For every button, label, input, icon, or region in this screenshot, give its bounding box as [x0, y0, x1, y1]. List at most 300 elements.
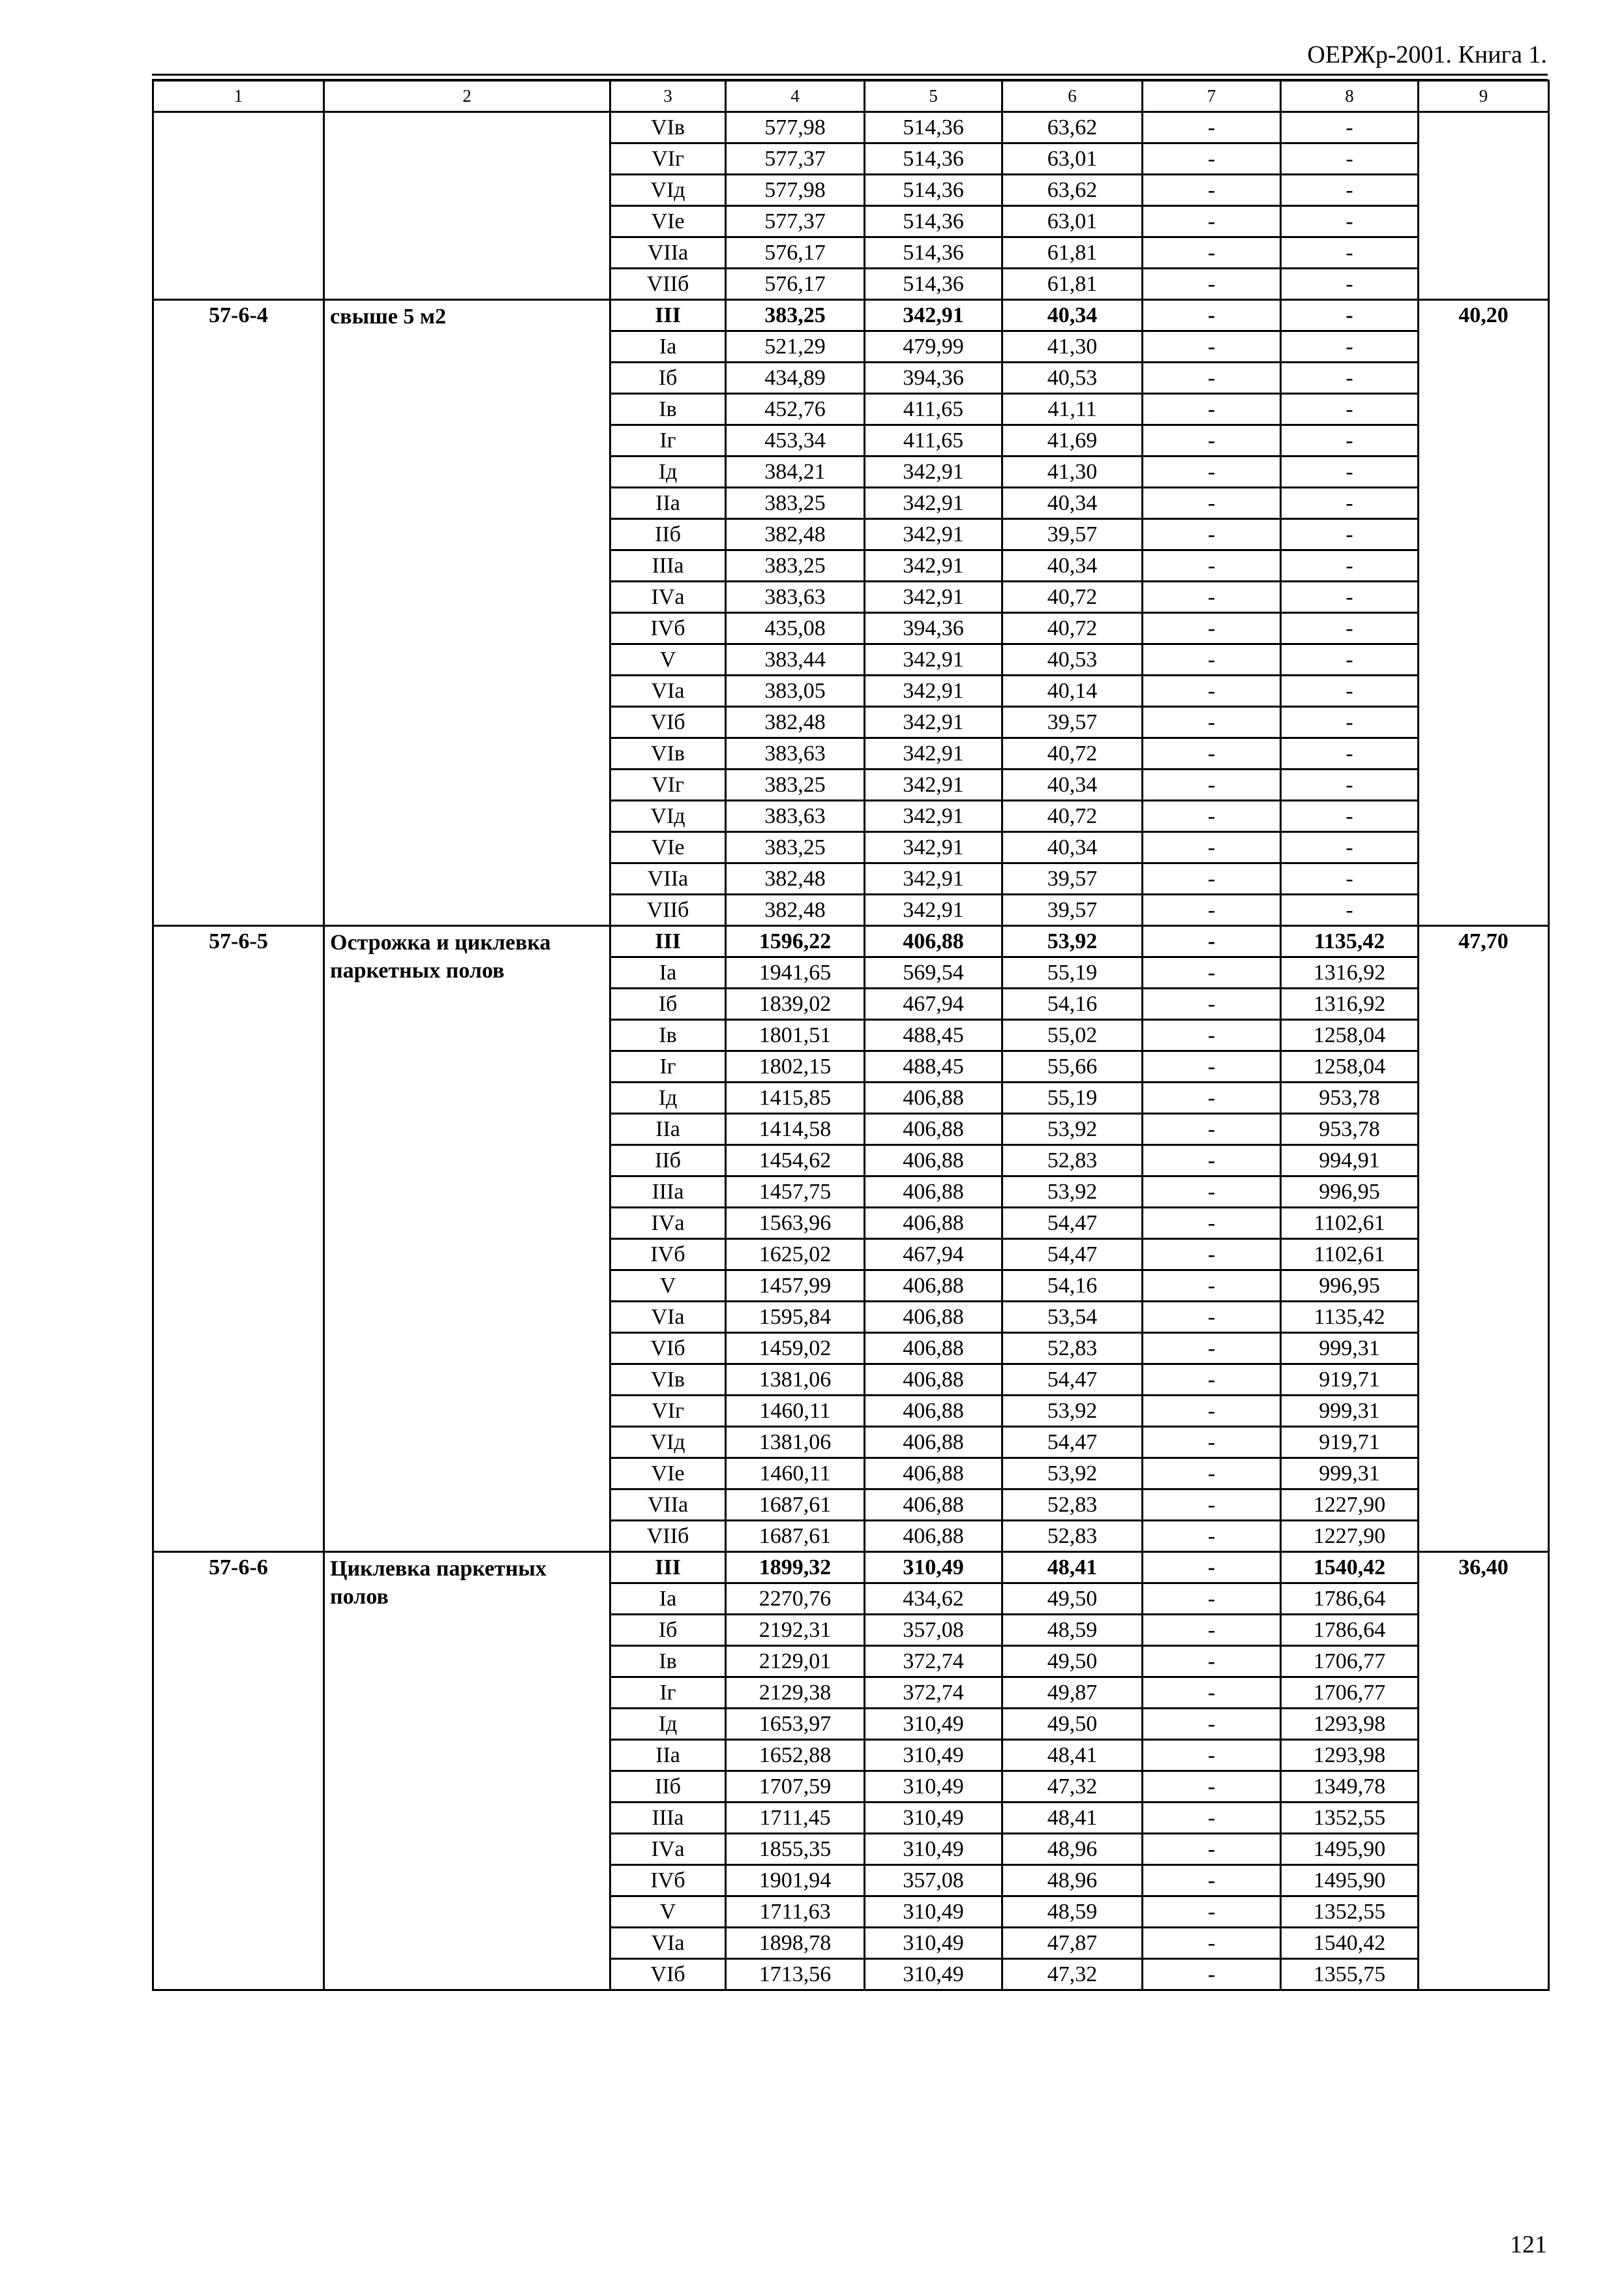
table-cell: IIа	[610, 1114, 726, 1145]
table-cell: -	[1281, 394, 1419, 425]
table-cell: 406,88	[865, 1489, 1002, 1521]
table-cell: 1802,15	[726, 1051, 865, 1083]
table-cell: 41,69	[1002, 425, 1143, 456]
table-cell: IIIа	[610, 1803, 726, 1834]
table-cell: 383,05	[726, 676, 865, 707]
table-cell: 342,91	[865, 738, 1002, 770]
table-cell: -	[1143, 613, 1281, 644]
table-cell: 406,88	[865, 926, 1002, 957]
table-cell: 40,72	[1002, 738, 1143, 770]
column-number: 7	[1143, 81, 1281, 112]
table-cell: 1381,06	[726, 1427, 865, 1458]
table-cell: -	[1281, 832, 1419, 863]
table-cell: 514,36	[865, 269, 1002, 300]
table-cell: -	[1281, 613, 1419, 644]
table-cell: -	[1143, 989, 1281, 1020]
table-cell: 310,49	[865, 1771, 1002, 1803]
table-cell: 40,72	[1002, 801, 1143, 832]
table-cell: 569,54	[865, 957, 1002, 989]
table-cell: 40,14	[1002, 676, 1143, 707]
table-cell: 2129,38	[726, 1677, 865, 1709]
table-cell: Iа	[610, 331, 726, 363]
table-cell: 39,57	[1002, 519, 1143, 550]
table-cell: 53,92	[1002, 1458, 1143, 1489]
table-cell: 479,99	[865, 331, 1002, 363]
table-cell: 1102,61	[1281, 1208, 1419, 1239]
table-cell: Iд	[610, 1083, 726, 1114]
table-cell: 1711,45	[726, 1803, 865, 1834]
table-cell: -	[1143, 300, 1281, 331]
table-cell: 1625,02	[726, 1239, 865, 1270]
table-cell: 48,41	[1002, 1740, 1143, 1771]
table-cell: -	[1143, 1270, 1281, 1302]
table-cell: 467,94	[865, 1239, 1002, 1270]
table-cell: -	[1143, 1646, 1281, 1677]
table-cell: 53,92	[1002, 1114, 1143, 1145]
table-cell: 342,91	[865, 801, 1002, 832]
table-cell: -	[1143, 1176, 1281, 1208]
work-name: свыше 5 м2	[324, 300, 610, 926]
work-name: Циклевка паркетных полов	[324, 1552, 610, 1990]
table-cell: 49,50	[1002, 1583, 1143, 1615]
table-cell: 994,91	[1281, 1145, 1419, 1176]
table-cell: 406,88	[865, 1333, 1002, 1364]
table-cell: 47,32	[1002, 1771, 1143, 1803]
rate-code: 57-6-5	[153, 926, 324, 1552]
table-cell: 342,91	[865, 550, 1002, 582]
table-cell: -	[1143, 1865, 1281, 1896]
table-cell: -	[1143, 895, 1281, 926]
rate-code: 57-6-6	[153, 1552, 324, 1990]
table-cell: 40,53	[1002, 363, 1143, 394]
table-cell: -	[1281, 707, 1419, 738]
table-cell: 1414,58	[726, 1114, 865, 1145]
table-cell: 310,49	[865, 1803, 1002, 1834]
table-cell: 406,88	[865, 1145, 1002, 1176]
table-cell: IIа	[610, 1740, 726, 1771]
table-cell: IIIа	[610, 1176, 726, 1208]
table-cell: 411,65	[865, 425, 1002, 456]
table-cell: IIIа	[610, 550, 726, 582]
table-cell: 406,88	[865, 1427, 1002, 1458]
table-cell: 1227,90	[1281, 1489, 1419, 1521]
table-cell: IIб	[610, 1771, 726, 1803]
table-cell: -	[1143, 206, 1281, 237]
table-cell: 394,36	[865, 613, 1002, 644]
table-cell: 1540,42	[1281, 1928, 1419, 1959]
table-cell: VIIб	[610, 269, 726, 300]
table-cell: 406,88	[865, 1458, 1002, 1489]
table-cell: 40,34	[1002, 488, 1143, 519]
table-cell: 310,49	[865, 1928, 1002, 1959]
table-cell: 40,72	[1002, 613, 1143, 644]
table-cell: 54,47	[1002, 1427, 1143, 1458]
table-cell: 1135,42	[1281, 1302, 1419, 1333]
table-cell: 999,31	[1281, 1333, 1419, 1364]
table-cell: 383,25	[726, 488, 865, 519]
table-cell: 40,53	[1002, 644, 1143, 676]
table-cell: -	[1143, 926, 1281, 957]
table-cell: -	[1143, 1928, 1281, 1959]
table-cell: 406,88	[865, 1364, 1002, 1396]
table-cell: 514,36	[865, 143, 1002, 175]
table-body	[153, 81, 1549, 1990]
table-cell: -	[1143, 801, 1281, 832]
table-cell: -	[1281, 550, 1419, 582]
column-number: 1	[153, 81, 324, 112]
table-row	[153, 1552, 1549, 1583]
table-cell: -	[1281, 143, 1419, 175]
table-cell: 55,19	[1002, 957, 1143, 989]
table-cell: -	[1143, 1583, 1281, 1615]
table-cell: IIб	[610, 1145, 726, 1176]
table-cell: -	[1143, 394, 1281, 425]
table-cell: VIг	[610, 143, 726, 175]
table-cell: 40,34	[1002, 300, 1143, 331]
table-cell: VIб	[610, 1959, 726, 1990]
column-number: 3	[610, 81, 726, 112]
table-cell: -	[1143, 1333, 1281, 1364]
table-cell: -	[1281, 895, 1419, 926]
table-cell: -	[1143, 1521, 1281, 1552]
column-number: 2	[324, 81, 610, 112]
table-cell: 342,91	[865, 676, 1002, 707]
table-cell: -	[1143, 644, 1281, 676]
table-cell: -	[1281, 770, 1419, 801]
table-cell: 1596,22	[726, 926, 865, 957]
table-cell: IIа	[610, 488, 726, 519]
table-cell: -	[1281, 300, 1419, 331]
table-cell: 1316,92	[1281, 957, 1419, 989]
table-cell: -	[1143, 331, 1281, 363]
table-cell: 40,72	[1002, 582, 1143, 613]
table-cell: 467,94	[865, 989, 1002, 1020]
table-cell: 54,47	[1002, 1208, 1143, 1239]
labor-cost: 40,20	[1419, 300, 1549, 926]
table-cell: -	[1143, 1959, 1281, 1990]
table-cell: 1563,96	[726, 1208, 865, 1239]
table-cell: 48,96	[1002, 1865, 1143, 1896]
table-cell: 55,19	[1002, 1083, 1143, 1114]
table-cell: VIг	[610, 1396, 726, 1427]
table-cell: -	[1281, 738, 1419, 770]
table-cell: 1786,64	[1281, 1615, 1419, 1646]
table-cell: -	[1281, 488, 1419, 519]
table-cell: -	[1143, 1020, 1281, 1051]
table-cell: 342,91	[865, 582, 1002, 613]
table-cell: 372,74	[865, 1646, 1002, 1677]
table-cell: 2129,01	[726, 1646, 865, 1677]
table-cell: 310,49	[865, 1896, 1002, 1928]
table-cell: 435,08	[726, 613, 865, 644]
table-cell: 342,91	[865, 300, 1002, 331]
table-cell: 53,92	[1002, 1176, 1143, 1208]
table-cell: 53,92	[1002, 1396, 1143, 1427]
table-cell: 55,02	[1002, 1020, 1143, 1051]
table-cell: 41,30	[1002, 331, 1143, 363]
column-number-row	[153, 81, 1549, 112]
table-cell: Iв	[610, 1020, 726, 1051]
table-cell: 996,95	[1281, 1270, 1419, 1302]
table-cell: -	[1143, 1396, 1281, 1427]
table-cell: -	[1143, 175, 1281, 206]
table-cell: -	[1143, 1208, 1281, 1239]
table-cell: 63,62	[1002, 112, 1143, 143]
table-cell: Iв	[610, 1646, 726, 1677]
table-cell: 383,25	[726, 832, 865, 863]
table-cell: 452,76	[726, 394, 865, 425]
table-cell: 411,65	[865, 394, 1002, 425]
table-cell: 357,08	[865, 1615, 1002, 1646]
table-cell: 310,49	[865, 1959, 1002, 1990]
table-cell: -	[1281, 112, 1419, 143]
table-cell: 1102,61	[1281, 1239, 1419, 1270]
table-cell: 52,83	[1002, 1333, 1143, 1364]
table-cell: VIIа	[610, 1489, 726, 1521]
table-cell: Iб	[610, 989, 726, 1020]
table-cell: 919,71	[1281, 1364, 1419, 1396]
table-cell: -	[1143, 1771, 1281, 1803]
table-cell: III	[610, 926, 726, 957]
table-cell: -	[1143, 488, 1281, 519]
table-cell: -	[1143, 1239, 1281, 1270]
table-cell: VIIб	[610, 1521, 726, 1552]
table-cell: IVа	[610, 582, 726, 613]
table-cell: -	[1143, 738, 1281, 770]
table-cell: 54,47	[1002, 1239, 1143, 1270]
table-cell: Iг	[610, 1051, 726, 1083]
table-cell: 2270,76	[726, 1583, 865, 1615]
table-cell: 577,98	[726, 112, 865, 143]
table-cell: -	[1143, 1709, 1281, 1740]
table-cell: -	[1143, 143, 1281, 175]
table-cell: 48,41	[1002, 1803, 1143, 1834]
table-cell: 310,49	[865, 1709, 1002, 1740]
table-cell: 577,98	[726, 175, 865, 206]
table-cell: -	[1143, 237, 1281, 269]
row-coef-cell	[1419, 112, 1549, 300]
table-cell: 1457,75	[726, 1176, 865, 1208]
table-cell: 1316,92	[1281, 989, 1419, 1020]
table-cell: 382,48	[726, 519, 865, 550]
table-cell: VIIб	[610, 895, 726, 926]
table-cell: 1713,56	[726, 1959, 865, 1990]
table-cell: -	[1143, 425, 1281, 456]
table-cell: -	[1143, 1302, 1281, 1333]
table-cell: 577,37	[726, 206, 865, 237]
table-cell: -	[1281, 519, 1419, 550]
table-cell: -	[1143, 269, 1281, 300]
table-cell: 61,81	[1002, 269, 1143, 300]
table-cell: -	[1281, 456, 1419, 488]
table-cell: 342,91	[865, 832, 1002, 863]
table-cell: 576,17	[726, 269, 865, 300]
table-cell: 1687,61	[726, 1521, 865, 1552]
table-cell: 406,88	[865, 1208, 1002, 1239]
table-cell: -	[1281, 237, 1419, 269]
table-cell: 1706,77	[1281, 1646, 1419, 1677]
table-cell: IVа	[610, 1208, 726, 1239]
table-cell: 342,91	[865, 770, 1002, 801]
rates-table	[152, 80, 1550, 1991]
table-cell: 1652,88	[726, 1740, 865, 1771]
table-cell: 63,01	[1002, 143, 1143, 175]
table-cell: 342,91	[865, 707, 1002, 738]
table-cell: -	[1143, 1051, 1281, 1083]
table-cell: 394,36	[865, 363, 1002, 394]
table-cell: 383,25	[726, 300, 865, 331]
table-cell: -	[1281, 676, 1419, 707]
table-cell: 384,21	[726, 456, 865, 488]
table-cell: 514,36	[865, 112, 1002, 143]
table-cell: 40,34	[1002, 550, 1143, 582]
row-code-cell	[153, 112, 324, 300]
table-cell: 52,83	[1002, 1521, 1143, 1552]
table-cell: 342,91	[865, 863, 1002, 895]
table-cell: IVб	[610, 1239, 726, 1270]
table-cell: 1687,61	[726, 1489, 865, 1521]
table-cell: -	[1281, 175, 1419, 206]
table-cell: III	[610, 300, 726, 331]
table-cell: -	[1143, 1458, 1281, 1489]
table-cell: Iб	[610, 363, 726, 394]
table-cell: -	[1143, 1114, 1281, 1145]
table-cell: -	[1143, 832, 1281, 863]
table-cell: 53,92	[1002, 926, 1143, 957]
table-cell: -	[1143, 112, 1281, 143]
table-cell: 1786,64	[1281, 1583, 1419, 1615]
table-cell: 39,57	[1002, 895, 1143, 926]
table-cell: VIб	[610, 707, 726, 738]
table-cell: 1540,42	[1281, 1552, 1419, 1583]
table-row	[153, 300, 1549, 331]
table-cell: -	[1143, 863, 1281, 895]
table-cell: 382,48	[726, 863, 865, 895]
table-cell: 1355,75	[1281, 1959, 1419, 1990]
table-cell: -	[1143, 550, 1281, 582]
table-cell: 1258,04	[1281, 1051, 1419, 1083]
table-cell: 2192,31	[726, 1615, 865, 1646]
table-cell: 39,57	[1002, 707, 1143, 738]
table-cell: 577,37	[726, 143, 865, 175]
column-number: 4	[726, 81, 865, 112]
table-cell: IVб	[610, 1865, 726, 1896]
table-row	[153, 112, 1549, 143]
table-cell: 1706,77	[1281, 1677, 1419, 1709]
table-cell: 406,88	[865, 1521, 1002, 1552]
table-cell: 1454,62	[726, 1145, 865, 1176]
table-cell: -	[1281, 425, 1419, 456]
table-cell: 1839,02	[726, 989, 865, 1020]
table-cell: 406,88	[865, 1176, 1002, 1208]
table-cell: VIд	[610, 175, 726, 206]
table-cell: 342,91	[865, 519, 1002, 550]
table-cell: Iв	[610, 394, 726, 425]
table-cell: VIа	[610, 1928, 726, 1959]
row-name-cell	[324, 112, 610, 300]
table-cell: 1459,02	[726, 1333, 865, 1364]
labor-cost: 47,70	[1419, 926, 1549, 1552]
table-cell: 54,16	[1002, 989, 1143, 1020]
table-cell: VIе	[610, 1458, 726, 1489]
table-cell: 434,62	[865, 1583, 1002, 1615]
table-cell: -	[1281, 801, 1419, 832]
table-cell: -	[1143, 1677, 1281, 1709]
table-cell: -	[1143, 676, 1281, 707]
table-cell: 52,83	[1002, 1489, 1143, 1521]
table-cell: 919,71	[1281, 1427, 1419, 1458]
table-cell: -	[1143, 957, 1281, 989]
table-cell: 383,63	[726, 738, 865, 770]
table-cell: 453,34	[726, 425, 865, 456]
table-cell: 999,31	[1281, 1458, 1419, 1489]
table-cell: -	[1281, 206, 1419, 237]
table-cell: -	[1143, 1489, 1281, 1521]
table-cell: VIг	[610, 770, 726, 801]
work-name: Острожка и циклевка паркетных полов	[324, 926, 610, 1552]
table-cell: 383,25	[726, 770, 865, 801]
table-cell: 953,78	[1281, 1083, 1419, 1114]
table-cell: -	[1143, 1552, 1281, 1583]
table-cell: 1293,98	[1281, 1709, 1419, 1740]
table-cell: 1495,90	[1281, 1834, 1419, 1865]
table-cell: 1901,94	[726, 1865, 865, 1896]
table-cell: -	[1143, 456, 1281, 488]
table-cell: 61,81	[1002, 237, 1143, 269]
table-cell: -	[1281, 331, 1419, 363]
table-cell: -	[1281, 644, 1419, 676]
table-cell: 47,32	[1002, 1959, 1143, 1990]
table-cell: -	[1281, 582, 1419, 613]
table-cell: 514,36	[865, 175, 1002, 206]
table-cell: Iб	[610, 1615, 726, 1646]
table-cell: -	[1143, 1145, 1281, 1176]
table-cell: 1941,65	[726, 957, 865, 989]
table-cell: 406,88	[865, 1114, 1002, 1145]
table-cell: -	[1143, 1615, 1281, 1646]
table-cell: 49,50	[1002, 1646, 1143, 1677]
table-cell: Iа	[610, 1583, 726, 1615]
table-cell: 996,95	[1281, 1176, 1419, 1208]
table-cell: 41,30	[1002, 456, 1143, 488]
table-cell: 1227,90	[1281, 1521, 1419, 1552]
table-cell: 63,62	[1002, 175, 1143, 206]
table-cell: 382,48	[726, 895, 865, 926]
table-cell: -	[1143, 770, 1281, 801]
table-cell: 382,48	[726, 707, 865, 738]
table-cell: 310,49	[865, 1552, 1002, 1583]
table-cell: -	[1281, 269, 1419, 300]
table-cell: VIв	[610, 738, 726, 770]
table-cell: 383,63	[726, 582, 865, 613]
table-cell: 1349,78	[1281, 1771, 1419, 1803]
table-cell: -	[1143, 1083, 1281, 1114]
table-cell: 1293,98	[1281, 1740, 1419, 1771]
table-cell: 1899,32	[726, 1552, 865, 1583]
table-cell: 1460,11	[726, 1396, 865, 1427]
table-cell: IVа	[610, 1834, 726, 1865]
table-cell: 52,83	[1002, 1145, 1143, 1176]
column-number: 8	[1281, 81, 1419, 112]
table-cell: III	[610, 1552, 726, 1583]
table-cell: 1258,04	[1281, 1020, 1419, 1051]
table-cell: 521,29	[726, 331, 865, 363]
table-cell: Iг	[610, 1677, 726, 1709]
table-cell: 1460,11	[726, 1458, 865, 1489]
table-cell: VIв	[610, 112, 726, 143]
table-cell: 1595,84	[726, 1302, 865, 1333]
table-cell: VIе	[610, 832, 726, 863]
